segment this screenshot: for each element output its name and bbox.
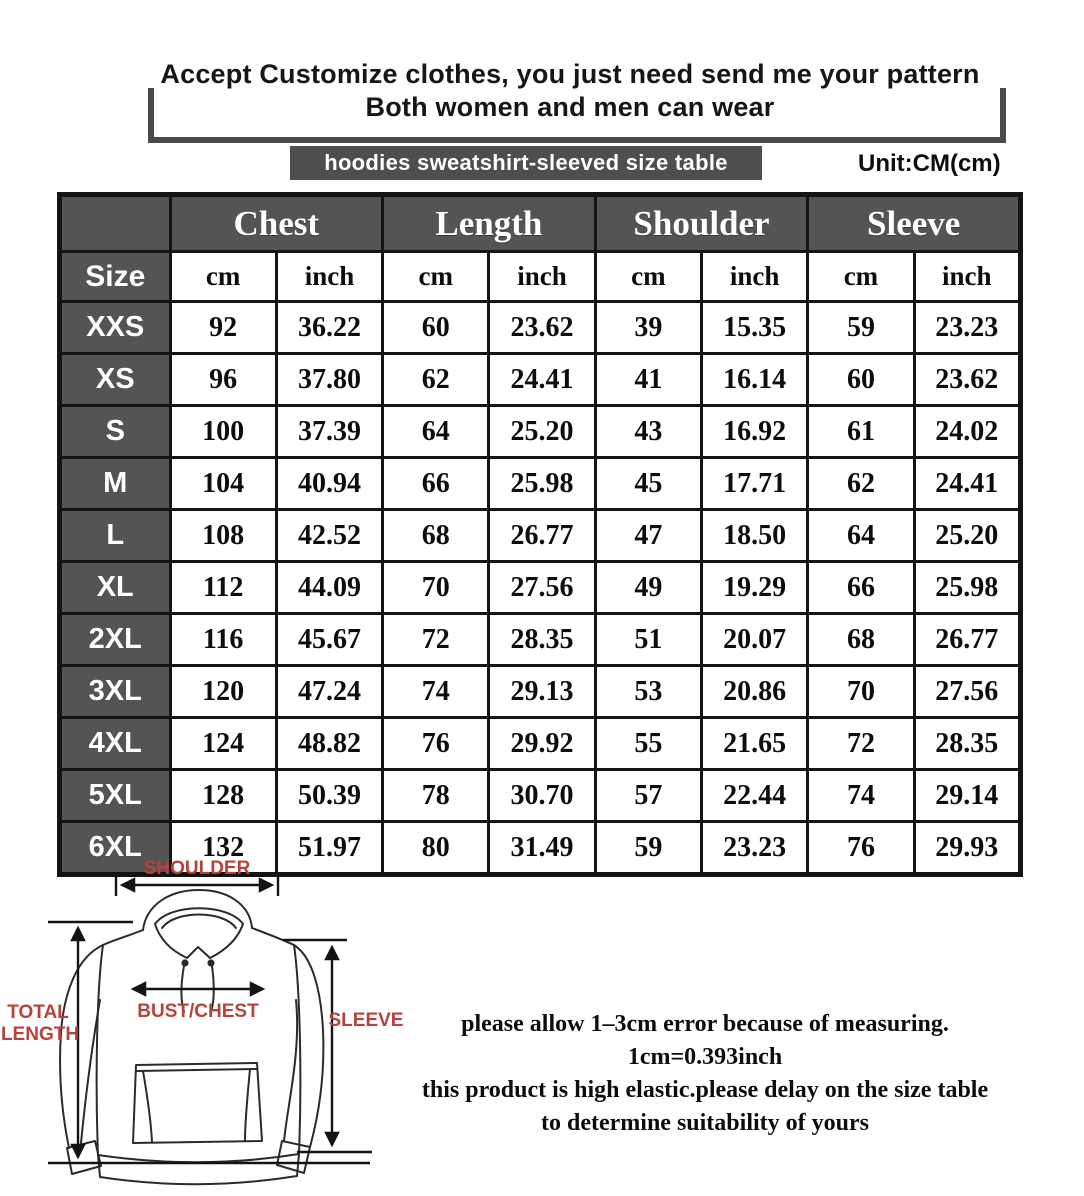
size-value-cell: 53 (595, 666, 701, 718)
size-value-cell: 25.20 (489, 406, 595, 458)
group-header-row (60, 195, 1021, 252)
size-table-body (60, 302, 1021, 875)
size-label: S (60, 406, 171, 458)
bust-chest-label: BUST/CHEST (137, 1001, 259, 1022)
size-value-cell: 47.24 (276, 666, 382, 718)
size-value-cell: 108 (170, 510, 276, 562)
size-value-cell: 25.20 (914, 510, 1020, 562)
table-row (60, 458, 1021, 510)
size-value-cell: 76 (383, 718, 489, 770)
note-line2: 1cm=0.393inch (627, 1044, 783, 1070)
size-label: 5XL (60, 770, 171, 822)
size-label: 2XL (60, 614, 171, 666)
size-value-cell: 48.82 (276, 718, 382, 770)
size-value-cell: 74 (383, 666, 489, 718)
size-value-cell: 60 (383, 302, 489, 354)
size-label: XS (60, 354, 171, 406)
size-value-cell: 62 (808, 458, 914, 510)
size-value-cell: 39 (595, 302, 701, 354)
size-value-cell: 29.13 (489, 666, 595, 718)
size-label: 4XL (60, 718, 171, 770)
size-value-cell: 21.65 (702, 718, 808, 770)
size-value-cell: 28.35 (489, 614, 595, 666)
note-line4: to determine suitability of yours (541, 1110, 869, 1136)
size-value-cell: 20.07 (702, 614, 808, 666)
size-value-cell: 64 (808, 510, 914, 562)
size-value-cell: 66 (808, 562, 914, 614)
size-value-cell: 61 (808, 406, 914, 458)
table-row (60, 718, 1021, 770)
header-line2: Both women and men can wear (365, 92, 775, 122)
size-value-cell: 23.23 (702, 822, 808, 875)
group-header-sleeve: Sleeve (808, 195, 1021, 252)
size-value-cell: 68 (383, 510, 489, 562)
size-value-cell: 68 (808, 614, 914, 666)
size-value-cell: 16.92 (702, 406, 808, 458)
size-label: M (60, 458, 171, 510)
size-value-cell: 29.92 (489, 718, 595, 770)
measurement-notes (395, 1008, 1015, 1140)
size-value-cell: 49 (595, 562, 701, 614)
total-length-label-1: TOTAL (7, 1002, 69, 1023)
size-value-cell: 37.80 (276, 354, 382, 406)
size-value-cell: 128 (170, 770, 276, 822)
note-line3: this product is high elastic.please delay on the size table (421, 1077, 989, 1103)
total-length-label-2: LENGTH (0, 1024, 80, 1045)
size-value-cell: 47 (595, 510, 701, 562)
size-value-cell: 92 (170, 302, 276, 354)
size-value-cell: 43 (595, 406, 701, 458)
hoodie-measurement-diagram (0, 852, 430, 1196)
size-value-cell: 80 (383, 822, 489, 875)
unit-header: cm (170, 252, 276, 302)
size-value-cell: 96 (170, 354, 276, 406)
size-value-cell: 27.56 (914, 666, 1020, 718)
size-value-cell: 30.70 (489, 770, 595, 822)
size-value-cell: 120 (170, 666, 276, 718)
group-header-length: Length (383, 195, 596, 252)
table-row (60, 354, 1021, 406)
size-value-cell: 72 (808, 718, 914, 770)
size-value-cell: 37.39 (276, 406, 382, 458)
size-value-cell: 76 (808, 822, 914, 875)
size-value-cell: 66 (383, 458, 489, 510)
size-label: XXS (60, 302, 171, 354)
size-value-cell: 19.29 (702, 562, 808, 614)
size-value-cell: 104 (170, 458, 276, 510)
size-value-cell: 74 (808, 770, 914, 822)
size-value-cell: 51.97 (276, 822, 382, 875)
table-row (60, 406, 1021, 458)
size-value-cell: 59 (595, 822, 701, 875)
size-value-cell: 50.39 (276, 770, 382, 822)
size-value-cell: 64 (383, 406, 489, 458)
unit-header: inch (489, 252, 595, 302)
unit-header: inch (702, 252, 808, 302)
size-value-cell: 15.35 (702, 302, 808, 354)
size-value-cell: 20.86 (702, 666, 808, 718)
size-value-cell: 42.52 (276, 510, 382, 562)
size-value-cell: 24.02 (914, 406, 1020, 458)
size-value-cell: 23.62 (489, 302, 595, 354)
group-header-shoulder: Shoulder (595, 195, 808, 252)
size-label: 3XL (60, 666, 171, 718)
size-value-cell: 62 (383, 354, 489, 406)
size-value-cell: 59 (808, 302, 914, 354)
table-row (60, 302, 1021, 354)
size-label: 6XL (60, 822, 171, 875)
unit-label: Unit:CM(cm) (858, 150, 1001, 177)
table-row (60, 770, 1021, 822)
table-row (60, 562, 1021, 614)
size-value-cell: 24.41 (489, 354, 595, 406)
size-value-cell: 23.23 (914, 302, 1020, 354)
size-value-cell: 112 (170, 562, 276, 614)
size-value-cell: 31.49 (489, 822, 595, 875)
size-value-cell: 44.09 (276, 562, 382, 614)
size-value-cell: 132 (170, 822, 276, 875)
shoulder-label: SHOULDER (143, 858, 251, 879)
size-value-cell: 116 (170, 614, 276, 666)
sleeve-label: SLEEVE (328, 1010, 404, 1031)
size-value-cell: 45 (595, 458, 701, 510)
size-value-cell: 55 (595, 718, 701, 770)
size-value-cell: 36.22 (276, 302, 382, 354)
size-value-cell: 70 (383, 562, 489, 614)
size-value-cell: 27.56 (489, 562, 595, 614)
unit-header: cm (383, 252, 489, 302)
size-value-cell: 100 (170, 406, 276, 458)
size-column-header: Size (60, 252, 171, 302)
size-value-cell: 60 (808, 354, 914, 406)
size-value-cell: 45.67 (276, 614, 382, 666)
size-value-cell: 28.35 (914, 718, 1020, 770)
size-table (57, 192, 1023, 877)
size-value-cell: 22.44 (702, 770, 808, 822)
table-title-bar: hoodies sweatshirt-sleeved size table (290, 146, 762, 180)
size-value-cell: 57 (595, 770, 701, 822)
unit-header: inch (914, 252, 1020, 302)
hoodie-outline-drawing (60, 890, 323, 1184)
size-value-cell: 124 (170, 718, 276, 770)
size-value-cell: 26.77 (489, 510, 595, 562)
size-value-cell: 41 (595, 354, 701, 406)
size-value-cell: 26.77 (914, 614, 1020, 666)
size-value-cell: 51 (595, 614, 701, 666)
size-value-cell: 78 (383, 770, 489, 822)
size-value-cell: 17.71 (702, 458, 808, 510)
table-row (60, 614, 1021, 666)
size-value-cell: 40.94 (276, 458, 382, 510)
table-row (60, 510, 1021, 562)
size-value-cell: 29.93 (914, 822, 1020, 875)
size-value-cell: 16.14 (702, 354, 808, 406)
header-banner (120, 58, 1020, 124)
size-value-cell: 18.50 (702, 510, 808, 562)
size-value-cell: 24.41 (914, 458, 1020, 510)
table-row (60, 666, 1021, 718)
unit-header: inch (276, 252, 382, 302)
size-label: L (60, 510, 171, 562)
note-line1: please allow 1–3cm error because of measuring. (461, 1011, 949, 1037)
unit-header-row (60, 252, 1021, 302)
size-label: XL (60, 562, 171, 614)
unit-header: cm (808, 252, 914, 302)
size-value-cell: 23.62 (914, 354, 1020, 406)
group-header-chest: Chest (170, 195, 383, 252)
size-value-cell: 25.98 (914, 562, 1020, 614)
unit-header: cm (595, 252, 701, 302)
size-value-cell: 25.98 (489, 458, 595, 510)
size-value-cell: 29.14 (914, 770, 1020, 822)
header-line1: Accept Customize clothes, you just need send me your pattern (160, 59, 980, 89)
size-value-cell: 70 (808, 666, 914, 718)
corner-cell (60, 195, 171, 252)
size-value-cell: 72 (383, 614, 489, 666)
